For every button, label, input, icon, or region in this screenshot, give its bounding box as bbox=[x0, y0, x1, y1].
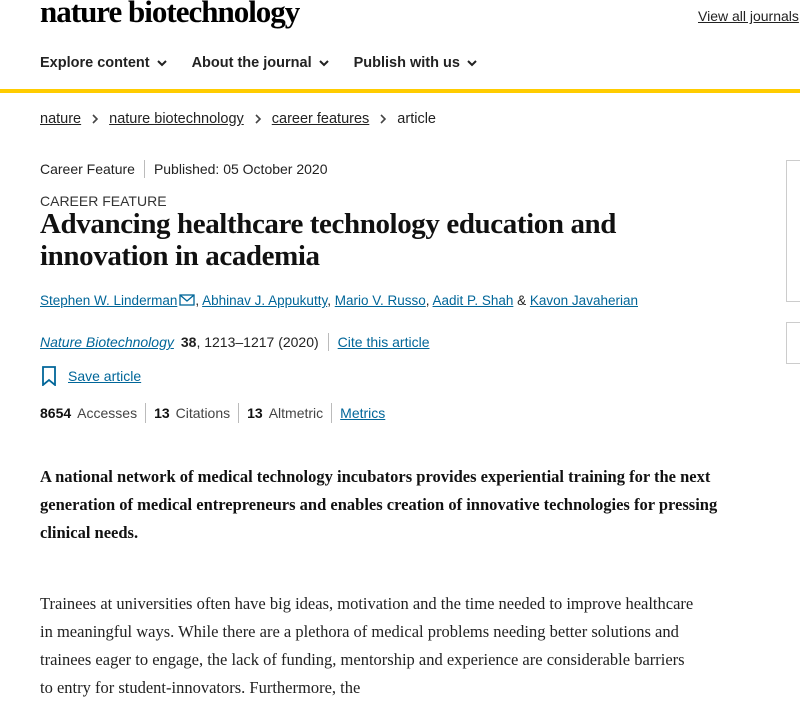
header-divider bbox=[0, 89, 800, 93]
author-ampersand: & bbox=[517, 293, 527, 308]
article-standfirst: A national network of medical technology incubators provides experiential training for the next generation of medical entrepreneurs and enables creation of innovative technologies for pressing clinical needs. bbox=[40, 467, 718, 542]
site-header bbox=[0, 0, 800, 40]
chevron-down-icon bbox=[156, 57, 168, 69]
nav-publish-with-us[interactable] bbox=[354, 55, 478, 71]
article-body: Trainees at universities often have big ideas, motivation and the time needed to improve healthcare in meaningful ways. While there are a plethora of medical problems needing better solutions and trainees eager to engage, the lack of funding, mentorship and experience are considerable barriers to entry for student-innovators. Furthermore, the bbox=[40, 594, 694, 697]
author-list: Stephen W. Linderman , Abhinav J. Appukutty, Mario V. Russo, Aadit P. Shah & Kavon Javaherian bbox=[40, 293, 638, 308]
nav-explore-content-label: Explore content bbox=[40, 55, 150, 71]
breadcrumb-nature[interactable]: nature bbox=[40, 111, 82, 127]
journal-logo[interactable]: nature biotechnology bbox=[40, 0, 300, 29]
divider bbox=[144, 160, 145, 178]
altmetric-count: 13 bbox=[247, 405, 263, 421]
cite-article-link[interactable]: Cite this article bbox=[337, 334, 430, 350]
journal-name-link[interactable]: Nature Biotechnology bbox=[40, 334, 174, 350]
article-type: Career Feature bbox=[40, 161, 135, 177]
divider bbox=[238, 403, 239, 423]
journal-pages: , 1213–1217 (2020) bbox=[196, 334, 319, 350]
article-metrics bbox=[40, 403, 385, 423]
main-nav bbox=[40, 55, 502, 71]
published-date: Published: 05 October 2020 bbox=[153, 161, 328, 177]
divider bbox=[331, 403, 332, 423]
bookmark-icon bbox=[40, 366, 58, 386]
author-link[interactable]: Aadit P. Shah bbox=[432, 293, 514, 308]
side-panel-edge[interactable] bbox=[786, 322, 800, 364]
citations-count: 13 bbox=[154, 405, 170, 421]
altmetric-label: Altmetric bbox=[268, 405, 324, 421]
author-link[interactable]: Kavon Javaherian bbox=[529, 293, 638, 308]
citation-line bbox=[40, 333, 429, 351]
divider bbox=[328, 333, 329, 351]
chevron-down-icon bbox=[318, 57, 330, 69]
save-article[interactable] bbox=[40, 366, 141, 386]
author-link[interactable]: Abhinav J. Appukutty bbox=[202, 293, 328, 308]
nav-publish-with-us-label: Publish with us bbox=[353, 55, 460, 71]
nav-about-journal-label: About the journal bbox=[191, 55, 312, 71]
author-link[interactable]: Stephen W. Linderman bbox=[40, 293, 178, 308]
breadcrumb bbox=[40, 111, 436, 127]
breadcrumb-current: article bbox=[397, 111, 436, 127]
save-article-link[interactable]: Save article bbox=[68, 368, 142, 384]
article-meta bbox=[40, 160, 328, 178]
journal-volume: 38 bbox=[180, 334, 197, 350]
breadcrumb-nature-biotechnology[interactable]: nature biotechnology bbox=[109, 111, 244, 127]
side-panel-edge[interactable] bbox=[786, 160, 800, 302]
nav-about-journal[interactable] bbox=[192, 55, 330, 71]
breadcrumb-career-features[interactable]: career features bbox=[271, 111, 370, 127]
view-all-journals-link[interactable]: View all journals bbox=[698, 8, 799, 24]
article-kicker: CAREER FEATURE bbox=[40, 193, 167, 209]
accesses-count: 8654 bbox=[40, 405, 72, 421]
author-link[interactable]: Mario V. Russo bbox=[334, 293, 426, 308]
envelope-icon[interactable] bbox=[179, 294, 195, 306]
accesses-label: Accesses bbox=[77, 405, 138, 421]
metrics-link[interactable]: Metrics bbox=[340, 405, 386, 421]
chevron-down-icon bbox=[466, 57, 478, 69]
nav-explore-content[interactable] bbox=[40, 55, 168, 71]
chevron-right-icon bbox=[254, 113, 262, 125]
chevron-right-icon bbox=[379, 113, 387, 125]
divider bbox=[145, 403, 146, 423]
article-title: Advancing healthcare technology education and innovation in academia bbox=[40, 208, 617, 272]
citations-label: Citations bbox=[175, 405, 231, 421]
chevron-right-icon bbox=[91, 113, 99, 125]
